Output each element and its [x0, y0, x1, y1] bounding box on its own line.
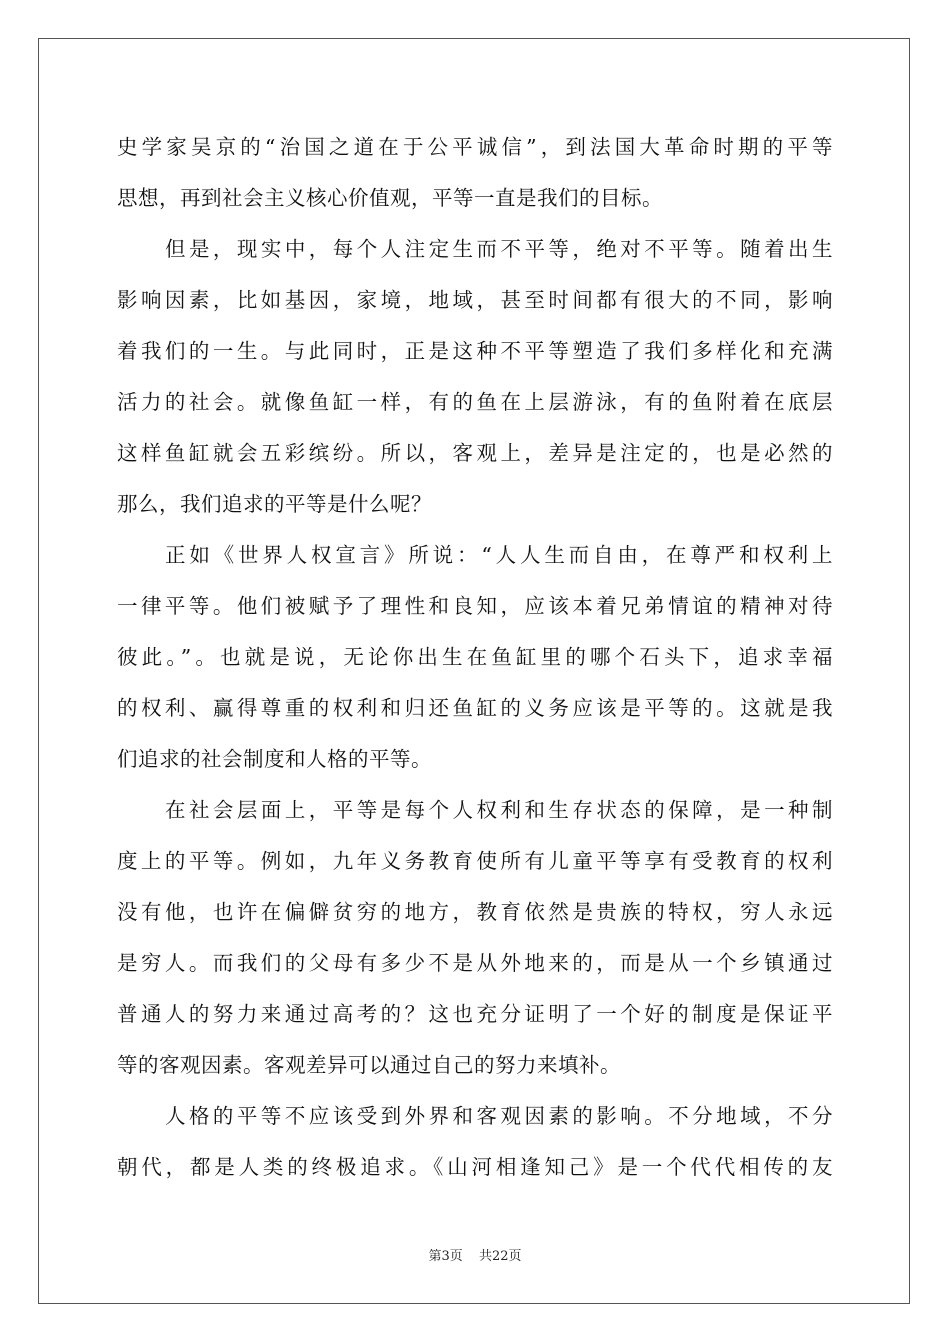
text-line: 正如《世界人权宣言》所说：“人人生而自由，在尊严和权利上 [165, 543, 833, 567]
text-line: 那么，我们追求的平等是什么呢？ [117, 492, 432, 516]
text-line: 没有他，也许在偏僻贫穷的地方，教育依然是贵族的特权，穷人永远 [117, 900, 833, 924]
text-line: 思想，再到社会主义核心价值观，平等一直是我们的目标。 [117, 186, 663, 210]
text-line: 史学家吴京的“治国之道在于公平诚信”，到法国大革命时期的平等 [117, 135, 833, 159]
text-line: 活力的社会。就像鱼缸一样，有的鱼在上层游泳，有的鱼附着在底层 [117, 390, 833, 414]
text-line: 但是，现实中，每个人注定生而不平等，绝对不平等。随着出生 [165, 237, 833, 261]
text-line: 这样鱼缸就会五彩缤纷。所以，客观上，差异是注定的，也是必然的 [117, 441, 833, 465]
text-line: 着我们的一生。与此同时，正是这种不平等塑造了我们多样化和充满 [117, 339, 833, 363]
text-line: 影响因素，比如基因，家境，地域，甚至时间都有很大的不同，影响 [117, 288, 833, 312]
text-line: 的权利、赢得尊重的权利和归还鱼缸的义务应该是平等的。这就是我 [117, 696, 833, 720]
page-number: 第3页 [428, 1249, 463, 1264]
page-footer [0, 1245, 950, 1264]
text-line: 一律平等。他们被赋予了理性和良知，应该本着兄弟情谊的精神对待 [117, 594, 833, 618]
text-line: 是穷人。而我们的父母有多少不是从外地来的，而是从一个乡镇通过 [117, 951, 833, 975]
text-line: 彼此。”。也就是说，无论你出生在鱼缸里的哪个石头下，追求幸福 [117, 645, 833, 669]
text-line: 普通人的努力来通过高考的？这也充分证明了一个好的制度是保证平 [117, 1002, 833, 1026]
text-line: 在社会层面上，平等是每个人权利和生存状态的保障，是一种制 [165, 798, 833, 822]
text-line: 度上的平等。例如，九年义务教育使所有儿童平等享有受教育的权利 [117, 849, 833, 873]
text-line: 人格的平等不应该受到外界和客观因素的影响。不分地域，不分 [165, 1104, 833, 1128]
text-line: 朝代，都是人类的终极追求。《山河相逢知己》是一个代代相传的友 [117, 1155, 833, 1179]
text-line: 们追求的社会制度和人格的平等。 [117, 747, 432, 771]
document-body [117, 122, 833, 1193]
text-line: 等的客观因素。客观差异可以通过自己的努力来填补。 [117, 1053, 621, 1077]
page-total: 共22页 [478, 1249, 522, 1264]
